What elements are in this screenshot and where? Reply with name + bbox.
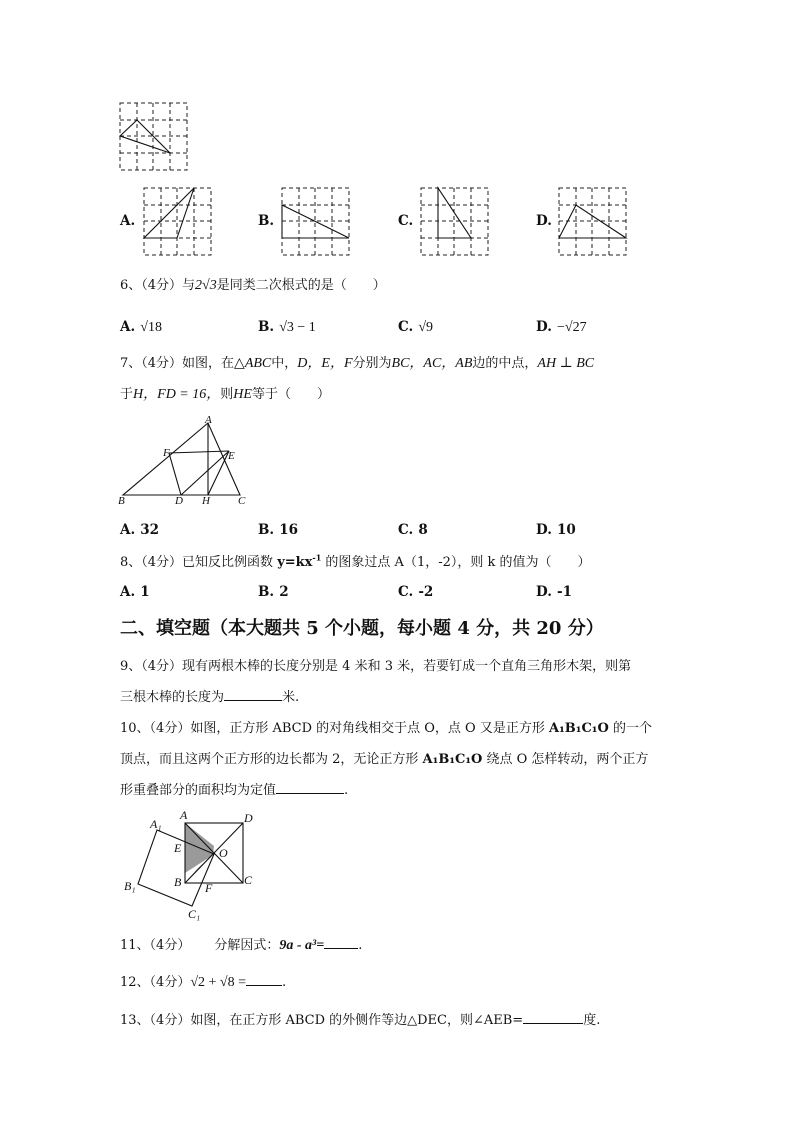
q7-option-a [120, 519, 159, 538]
q10-label-b1: B₁ [124, 879, 136, 893]
q9-unit: 米. [282, 690, 300, 705]
q7-label-a: A [205, 414, 212, 426]
q10-text-1: 10、（4分）如图，正方形 ABCD 的对角线相交于点 O，点 O 又是正方形 [120, 721, 549, 736]
q10-square-2: A₁B₁C₁O [422, 752, 483, 767]
q7-text-5: 于 [120, 387, 134, 402]
q6-option-c [398, 316, 433, 336]
q7-option-c-value: 8 [418, 522, 428, 538]
q6-option-d-value: −√27 [557, 320, 587, 335]
q7-option-b-label: B. [258, 522, 275, 538]
q10-label-b: B [174, 875, 182, 889]
q5-option-c-label: C. [398, 213, 414, 229]
q7-stem-line2 [120, 383, 330, 403]
q8-text-2: 的图象过点 A（1，-2），则 k 的值为（ ） [321, 555, 591, 570]
q7-label-h: H [202, 495, 210, 507]
q9-line2 [120, 686, 299, 705]
q10-text-2: 的一个 [608, 721, 652, 736]
q6-option-b [258, 316, 316, 336]
q7-label-c: C [238, 495, 246, 507]
section-2-heading: 二、填空题（本大题共 5 个小题，每小题 4 分，共 20 分） [120, 618, 604, 639]
q7-text-3: 分别为 [352, 356, 392, 371]
q6-stem-text: 6、（4分）与 [120, 278, 196, 293]
q8-option-a [120, 581, 150, 600]
q6-option-a [120, 316, 162, 336]
q7-option-c [398, 519, 428, 538]
q6-option-a-label: A. [120, 319, 136, 335]
q9-line1: 9、（4分）现有两根木棒的长度分别是 4 米和 3 米，若要钉成一个直角三角形木架，则第 [120, 659, 632, 674]
q5-option-d-label: D. [536, 213, 552, 229]
q7-points: D，E，F [297, 356, 353, 371]
q11-period: . [358, 938, 363, 953]
q6-option-c-value: √9 [418, 320, 433, 335]
q7-fd: FD = 16， [157, 387, 221, 402]
q12 [120, 971, 286, 991]
q11-answer-blank[interactable] [324, 936, 358, 949]
q10-label-o: O [219, 846, 228, 860]
q7-option-a-label: A. [120, 522, 136, 538]
q7-he: HE [233, 387, 252, 402]
q7-label-d: D [175, 495, 183, 507]
q13-answer-blank[interactable] [523, 1011, 583, 1024]
q10-label-a1: A₁ [150, 817, 162, 831]
q10-label-d: D [244, 811, 253, 825]
q7-triangle: △ABC [234, 356, 272, 371]
q8-option-b-label: B. [258, 584, 275, 600]
q13 [120, 1009, 600, 1028]
q7-option-b-value: 16 [279, 522, 299, 538]
q6-option-b-label: B. [258, 319, 275, 335]
q7-option-a-value: 32 [140, 522, 160, 538]
q7-stem-line1 [120, 352, 594, 372]
q11 [120, 934, 362, 954]
q8-option-c-value: -2 [418, 584, 434, 600]
q7-text-6: 则 [220, 387, 234, 402]
q10-square-1: A₁B₁C₁O [548, 721, 609, 736]
q10-label-c1: C₁ [188, 907, 201, 921]
q5-option-a-label: A. [120, 213, 136, 229]
q12-expression: √2 + √8 = [190, 975, 246, 990]
q10-answer-blank[interactable] [276, 781, 344, 794]
q6-option-d [536, 316, 587, 336]
q7-h: H， [133, 387, 158, 402]
q8-option-b [258, 581, 289, 600]
q7-label-b: B [118, 495, 125, 507]
q6-option-b-value: √3 − 1 [279, 320, 316, 335]
q7-text-7: 等于（ ） [251, 387, 330, 402]
q10-squares-figure [120, 808, 270, 923]
q10-label-e: E [174, 841, 182, 855]
q13-unit: 度. [583, 1013, 601, 1028]
q7-text-4: 边的中点， [472, 356, 538, 371]
q12-period: . [282, 975, 287, 990]
q5-option-d-figure [559, 188, 627, 256]
q6-stem [120, 274, 386, 294]
q7-label-e: E [228, 450, 235, 462]
q7-text-1: 7、（4分）如图，在 [120, 356, 235, 371]
q9-text: 三根木棒的长度为 [120, 690, 225, 705]
q8-function: y=kx [277, 555, 313, 570]
q11-text: 分解因式： [214, 938, 280, 953]
q10-label-a: A [180, 808, 188, 822]
q13-text: 13、（4分）如图，在正方形 ABCD 的外侧作等边△DEC，则∠AEB= [120, 1013, 524, 1028]
q7-condition: AH ⊥ BC [537, 356, 595, 371]
q10-label-c: C [244, 873, 253, 887]
q8-option-a-value: 1 [140, 584, 150, 600]
q10-label-f: F [205, 881, 213, 895]
q8-text-1: 8、（4分）已知反比例函数 [120, 555, 278, 570]
q8-stem [120, 551, 591, 570]
q6-option-c-label: C. [398, 319, 414, 335]
q11-number: 11、（4分） [120, 938, 191, 953]
q7-option-d [536, 519, 576, 538]
q10-line2 [120, 748, 648, 767]
q8-exponent: -1 [312, 552, 322, 563]
q6-stem-tail: 是同类二次根式的是（ ） [216, 278, 386, 293]
q10-text-4: 绕点 O 怎样转动，两个正方 [482, 752, 649, 767]
q8-option-d [536, 581, 572, 600]
q10-line3 [120, 779, 348, 798]
q12-answer-blank[interactable] [246, 973, 282, 986]
q5-option-b-label: B. [258, 213, 275, 229]
q10-line1 [120, 717, 652, 736]
q12-number: 12、（4分） [120, 975, 191, 990]
q7-option-d-label: D. [536, 522, 552, 538]
q9-answer-blank[interactable] [224, 688, 282, 701]
q10-text-5: 形重叠部分的面积均为定值 [120, 783, 277, 798]
q10-text-6: . [344, 783, 349, 798]
q7-option-c-label: C. [398, 522, 414, 538]
q5-original-figure [120, 103, 190, 173]
q6-option-d-label: D. [536, 319, 552, 335]
q10-text-3: 顶点，而且这两个正方形的边长都为 2，无论正方形 [120, 752, 423, 767]
q8-option-c [398, 581, 433, 600]
q7-text-2: 中， [271, 356, 298, 371]
q8-option-c-label: C. [398, 584, 414, 600]
q11-expression: 9a - a³= [279, 938, 325, 953]
q7-label-f: F [163, 447, 170, 459]
q8-option-a-label: A. [120, 584, 136, 600]
q7-option-b [258, 519, 298, 538]
q7-sides: BC，AC，AB [391, 356, 473, 371]
q6-stem-math: 2√3 [195, 278, 217, 293]
q8-option-d-label: D. [536, 584, 552, 600]
q7-triangle-figure [118, 415, 258, 505]
q8-option-b-value: 2 [279, 584, 289, 600]
q5-option-b-figure [282, 188, 350, 256]
q8-option-d-value: -1 [557, 584, 573, 600]
q6-option-a-value: √18 [140, 320, 162, 335]
q5-option-c-figure [421, 188, 489, 256]
q5-option-a-figure [144, 188, 212, 256]
q7-option-d-value: 10 [557, 522, 576, 538]
